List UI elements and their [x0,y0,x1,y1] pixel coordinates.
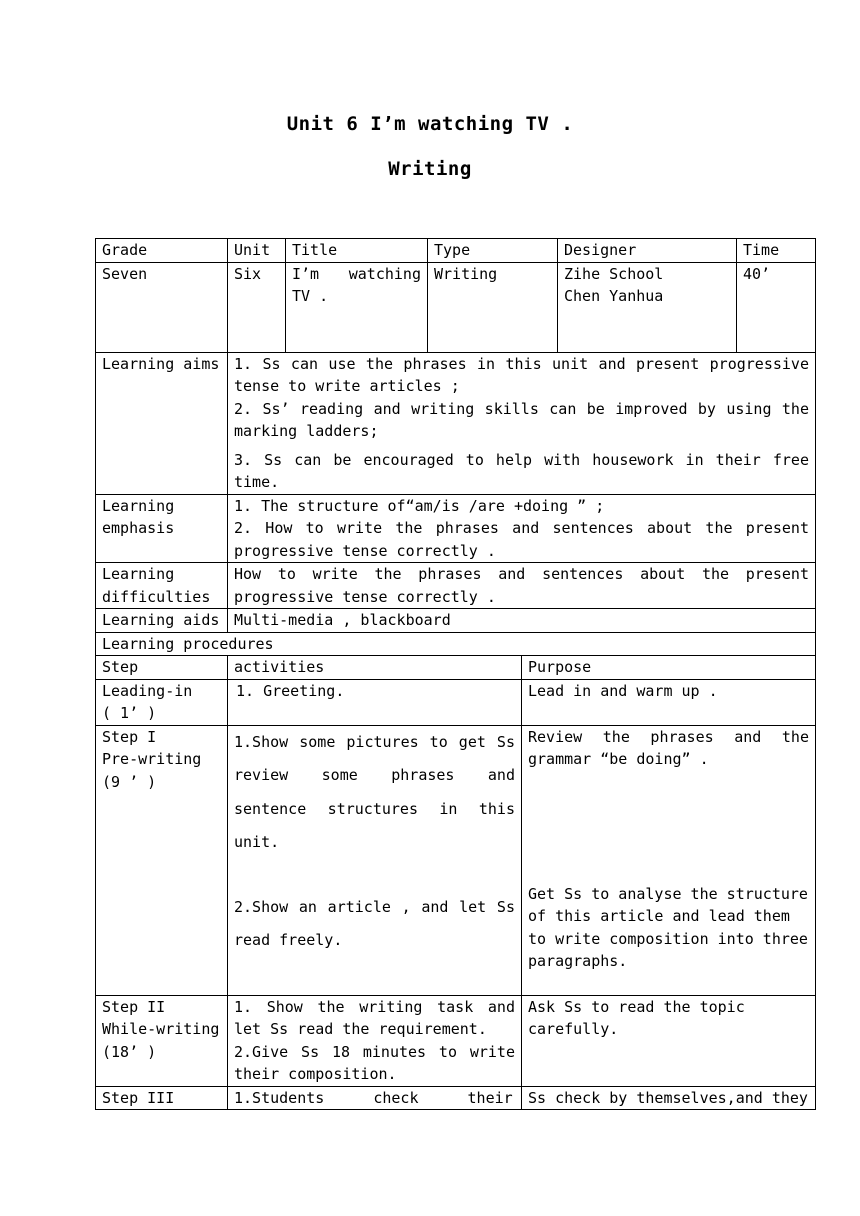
step2-activity-1: 1. Show the writing task and let Ss read the requirement. [234,997,515,1038]
step2-step-line1: Step II [102,997,166,1016]
step1-activity-1: 1.Show some pictures to get Ss review some phrases and sentence structures in this unit. [234,732,515,851]
step1-activities [228,725,522,995]
procedures-label: Learning procedures [96,632,816,656]
header-time: Time [737,239,816,263]
difficulties-content: How to write the phrases and sentences about the present progressive tense correctly . [228,563,816,609]
step1-step-line3: (9 ’ ) [102,772,157,791]
emphasis-row [96,494,816,563]
emphasis-label-line2: emphasis [102,519,175,537]
step1-activity-2: 2.Show an article , and let Ss read freely. [234,897,515,949]
aids-label: Learning aids [96,609,228,633]
header-row [96,239,816,263]
header-grade: Grade [96,239,228,263]
proc-header-row [96,656,816,680]
aims-label: Learning aims [96,352,228,494]
step2-activities [228,995,522,1086]
aids-content: Multi-media , blackboard [228,609,816,633]
step3-purpose: Ss check by themselves,and they [522,1086,816,1110]
step1-purposes [522,725,816,995]
lesson-plan-table [95,238,816,1110]
step1-step [96,725,228,995]
step3-step: Step III [96,1086,228,1110]
info-grade: Seven [96,262,228,352]
leading-in-step [96,679,228,725]
aims-row [96,352,816,494]
info-row [96,262,816,352]
difficulties-label [96,563,228,609]
step1-step-line1: Step I [102,727,157,746]
leading-in-step-line1: Leading-in [102,681,193,700]
step1-purpose-2: Get Ss to analyse the structure of this article and lead them to write composition into three paragraphs. [528,884,808,970]
aims-item-3: 3. Ss can be encouraged to help with housework in their free time. [234,450,809,491]
document-subtitle: Writing [388,158,472,180]
step1-step-line2: Pre-writing [102,750,202,768]
step2-step-line2: While-writing [102,1020,220,1038]
step2-activity-2: 2.Give Ss 18 minutes to write their composition. [234,1042,515,1083]
step2-step [96,995,228,1086]
info-time: 40’ [737,262,816,352]
designer-name: Chen Yanhua [564,287,664,305]
proc-header-purpose: Purpose [522,656,816,680]
difficulties-label-line1: Learning [102,565,175,583]
difficulties-label-line2: difficulties [102,587,211,606]
aims-content [228,352,816,494]
procedures-row [96,632,816,656]
header-designer: Designer [558,239,737,263]
step3-activity [228,1086,522,1110]
step2-row [96,995,816,1086]
info-type: Writing [428,262,558,352]
emphasis-label [96,494,228,563]
leading-in-activity-text: 1. Greeting. [236,681,345,700]
difficulties-row [96,563,816,609]
header-title: Title [286,239,428,263]
step2-step-line3: (18’ ) [102,1042,157,1061]
aims-item-1: 1. Ss can use the phrases in this unit and present progressive tense to write articles ; [234,354,809,395]
header-type: Type [428,239,558,263]
aids-row [96,609,816,633]
document-title: Unit 6 I’m watching TV . [286,113,574,135]
info-title: I’m watching TV . [286,262,428,352]
leading-in-activity [228,679,522,725]
step2-purpose: Ask Ss to read the topic carefully. [522,995,816,1086]
step3-activity-line [234,1087,515,1110]
proc-header-step: Step [96,656,228,680]
aims-item-2: 2. Ss’ reading and writing skills can be improved by using the marking ladders; [234,399,809,440]
emphasis-label-line1: Learning [102,496,175,515]
emphasis-item-1: 1. The structure of“am/is /are +doing ” ; [234,496,605,515]
step1-row [96,725,816,995]
leading-in-step-line2: ( 1’ ) [102,704,157,722]
leading-in-purpose: Lead in and warm up . [522,679,816,725]
proc-header-activities: activities [228,656,522,680]
step3-row [96,1086,816,1110]
step1-purpose-1: Review the phrases and the grammar “be doing” . [528,727,809,768]
info-unit: Six [228,262,286,352]
emphasis-item-2: 2. How to write the phrases and sentences about the present progressive tense correctly . [234,519,809,560]
info-designer [558,262,737,352]
leading-in-row [96,679,816,725]
emphasis-content [228,494,816,563]
step3-activity-text: 1.Students check their [234,1088,513,1107]
designer-school: Zihe School [564,264,664,283]
header-unit: Unit [228,239,286,263]
